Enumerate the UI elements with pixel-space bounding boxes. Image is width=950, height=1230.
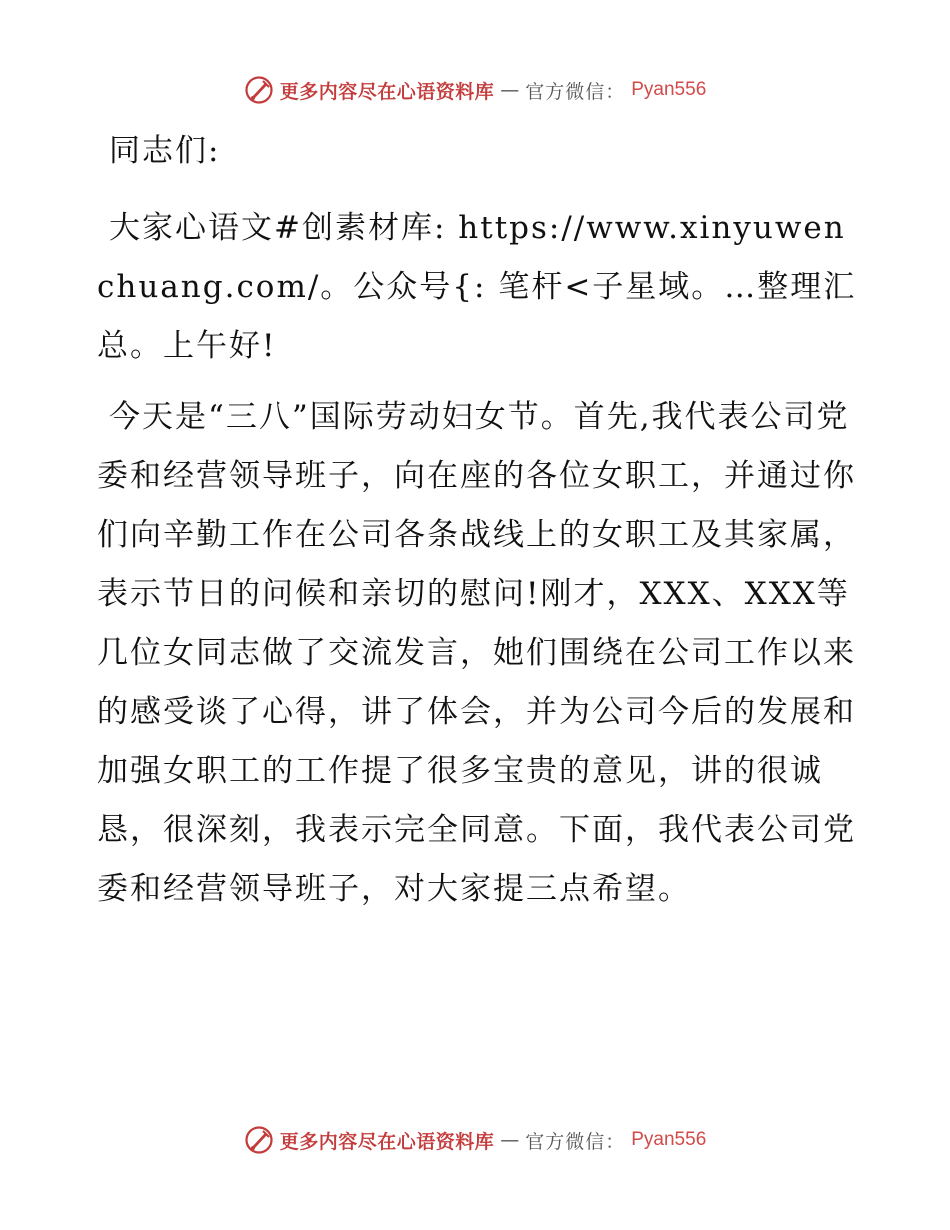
- banner-wechat-label: 官方微信：: [525, 1130, 626, 1153]
- banner-dash: —: [500, 79, 520, 101]
- banner-wechat-id: Pyan556: [631, 79, 707, 100]
- quill-logo-icon: [244, 75, 274, 105]
- banner-wechat-label: 官方微信：: [525, 80, 626, 103]
- banner-title: 更多内容尽在心语资料库: [279, 1130, 495, 1153]
- footer-banner: [0, 1120, 950, 1160]
- header-banner: [0, 70, 950, 110]
- banner-title: 更多内容尽在心语资料库: [279, 80, 495, 103]
- salutation: 同志们:: [109, 133, 221, 169]
- banner-dash: —: [500, 1129, 520, 1151]
- quill-logo-icon: [244, 1125, 274, 1155]
- banner-wechat-id: Pyan556: [631, 1129, 707, 1150]
- paragraph-intro: 大家心语文#创素材库: https://www.xinyuwenchuang.com/。公众号{: 笔杆<子星域。…整理汇总。上午好!: [97, 210, 857, 364]
- paragraph-main: 今天是“三八”国际劳动妇女节。首先,我代表公司党委和经营领导班子，向在座的各位女职工，并通过你们向辛勤工作在公司各条战线上的女职工及其家属，表示节日的问候和亲切的慰问!刚才，XXX、XXX等几位女同志做了交流发言，她们围绕在公司工作以来的感受谈了心得，讲了体会，并为公司今后的发展和加强女职工的工作提了很多宝贵的意见，讲的很诚恳，很深刻，我表示完全同意。下面，我代表公司党委和经营领导班子，对大家提三点希望。: [97, 399, 856, 907]
- document-body: [97, 122, 862, 931]
